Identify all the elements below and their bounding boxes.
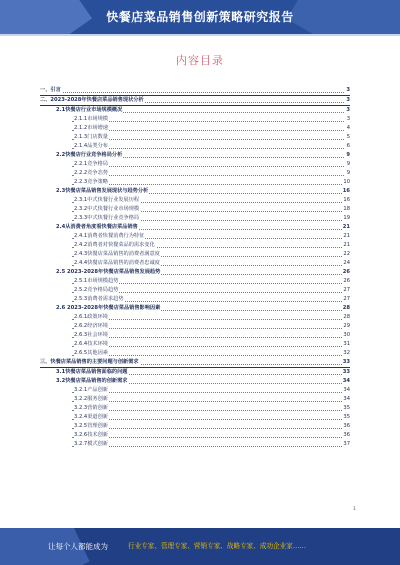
- toc-entry-label: 2.3快餐店菜品销售发展现状与趋势分析: [56, 188, 149, 194]
- toc-entry-page: 21: [343, 242, 350, 248]
- toc-entry[interactable]: [40, 214, 350, 223]
- toc-entry[interactable]: [40, 187, 350, 196]
- toc-entry[interactable]: [40, 313, 350, 322]
- toc-entry[interactable]: [40, 358, 350, 368]
- toc-entry[interactable]: [40, 259, 350, 268]
- toc-entry-page: 9: [346, 170, 350, 176]
- toc-entry-label: 2.1快餐店行业市场规模概况: [56, 107, 123, 113]
- toc-entry-page: 26: [342, 269, 350, 275]
- toc-entry-page: 30: [343, 332, 350, 338]
- toc-entry[interactable]: [40, 377, 350, 386]
- toc-entry-label: 2.4.3快餐店菜品销售的消费者满意度: [74, 251, 160, 257]
- toc-entry-label: 3.2快餐店菜品销售的创新需求: [56, 378, 128, 384]
- toc-entry[interactable]: [40, 295, 350, 304]
- footer-roles: 行业专家、管理专家、营销专家、战略专家、成功企业家……: [128, 542, 307, 550]
- toc-entry-page: 21: [343, 233, 350, 239]
- toc-entry-label: 3.2.1产品创新: [74, 387, 108, 393]
- toc-entry-page: 19: [343, 215, 350, 221]
- toc-entry[interactable]: [40, 404, 350, 413]
- toc-entry-label: 一、引言: [40, 87, 61, 93]
- toc-entry-page: 3: [346, 116, 350, 122]
- toc-entry[interactable]: [40, 115, 350, 124]
- toc-entry[interactable]: [40, 286, 350, 295]
- toc-entry-page: 36: [343, 432, 350, 438]
- toc-entry-page: 35: [343, 405, 350, 411]
- toc-title: 内容目录: [176, 54, 224, 67]
- toc-entry-label: 3.2.5管理创新: [74, 423, 108, 429]
- toc-entry-label: 三、快餐店菜品销售的主要问题与创新需求: [40, 359, 139, 365]
- toc-entry-page: 31: [343, 341, 350, 347]
- toc-entry-label: 2.1.3门店数量: [74, 134, 108, 140]
- toc-entry-page: 6: [346, 143, 350, 149]
- toc-entry[interactable]: [40, 178, 350, 187]
- toc-entry-page: 9: [346, 161, 350, 167]
- toc-leader-dots: [72, 130, 344, 131]
- toc-leader-dots: [72, 184, 344, 185]
- toc-leader-dots: [72, 401, 344, 402]
- toc-entry-label: 2.2.2竞争态势: [74, 170, 108, 176]
- toc-entry[interactable]: [40, 331, 350, 340]
- toc-entry-page: 24: [343, 260, 350, 266]
- toc-entry-label: 2.3.3中式快餐行业竞争格局: [74, 215, 140, 221]
- toc-entry-label: 2.4.2消费者对快餐菜品的需求变化: [74, 242, 155, 248]
- toc-entry[interactable]: [40, 440, 350, 449]
- toc-entry[interactable]: [40, 223, 350, 232]
- toc-entry-page: 34: [342, 378, 350, 384]
- toc-entry-label: 2.5.3消费者需求趋势: [74, 296, 124, 302]
- toc-entry-page: 28: [342, 305, 350, 311]
- toc-entry-label: 3.2.4渠道创新: [74, 414, 108, 420]
- toc-leader-dots: [72, 355, 344, 356]
- toc-entry-page: 34: [343, 387, 350, 393]
- toc-entry-page: 36: [343, 423, 350, 429]
- toc-entry[interactable]: [40, 368, 350, 377]
- toc-entry-label: 2.6.5其他因素: [74, 350, 108, 356]
- toc-entry-page: 9: [346, 152, 350, 158]
- toc-leader-dots: [72, 328, 344, 329]
- toc-entry-label: 2.5.1市场规模趋势: [74, 278, 119, 284]
- toc-leader-dots: [72, 446, 344, 447]
- toc-entry-page: 16: [342, 188, 350, 194]
- toc-entry[interactable]: [40, 232, 350, 241]
- toc-entry-page: 34: [343, 396, 350, 402]
- toc-entry-label: 2.6.4技术环境: [74, 341, 108, 347]
- toc-entry-page: 3: [346, 87, 350, 93]
- toc-entry[interactable]: [40, 250, 350, 259]
- toc-entry-label: 2.1.2市场增速: [74, 125, 108, 131]
- toc-entry-label: 2.3.1中式快餐行业发展历程: [74, 197, 140, 203]
- toc-leader-dots: [72, 139, 344, 140]
- toc-entry-page: 35: [343, 414, 350, 420]
- toc-entry-page: 37: [343, 441, 350, 447]
- toc-entry[interactable]: [40, 422, 350, 431]
- toc-leader-dots: [72, 410, 344, 411]
- toc-entry-page: 22: [343, 251, 350, 257]
- toc-entry-page: 5: [346, 134, 350, 140]
- toc-leader-dots: [72, 428, 344, 429]
- toc-entry-label: 3.2.2服务创新: [74, 396, 108, 402]
- toc-entry-label: 2.5.2竞争格局趋势: [74, 287, 119, 293]
- toc-entry-label: 3.2.3营销创新: [74, 405, 108, 411]
- toc-entry-label: 2.5 2023-2028年快餐店菜品销售发展趋势: [56, 269, 161, 275]
- toc-entry-page: 29: [343, 323, 350, 329]
- toc-entry-page: 4: [346, 125, 350, 131]
- toc-leader-dots: [72, 437, 344, 438]
- toc-leader-dots: [72, 319, 344, 320]
- toc-leader-dots: [72, 121, 344, 122]
- toc-entry-page: 32: [343, 350, 350, 356]
- toc-entry[interactable]: [40, 322, 350, 331]
- toc-entry-page: 33: [342, 359, 350, 365]
- toc-entry-label: 2.1.1市场规模: [74, 116, 108, 122]
- toc-entry-page: 27: [343, 296, 350, 302]
- toc-entry-page: 28: [343, 314, 350, 320]
- footer-slogan: 让每个人都能成为: [48, 542, 108, 551]
- toc-entry[interactable]: [40, 196, 350, 205]
- toc-leader-dots: [40, 92, 344, 93]
- toc-entry-label: 2.4.4快餐店菜品销售的消费者忠诚度: [74, 260, 160, 266]
- toc-entry[interactable]: [40, 133, 350, 142]
- toc-entry-label: 2.6.1政策环境: [74, 314, 108, 320]
- toc-entry-page: 16: [343, 197, 350, 203]
- toc-entry[interactable]: [40, 431, 350, 440]
- toc-entry[interactable]: [40, 340, 350, 349]
- toc-entry[interactable]: [40, 304, 350, 313]
- toc-leader-dots: [72, 419, 344, 420]
- toc-entry-label: 2.6.2经济环境: [74, 323, 108, 329]
- toc-entry-label: 3.2.6技术创新: [74, 432, 108, 438]
- toc-entry-page: 33: [342, 369, 350, 375]
- toc-leader-dots: [72, 337, 344, 338]
- toc-leader-dots: [72, 166, 344, 167]
- toc-entry[interactable]: [40, 96, 350, 106]
- toc-entry-label: 2.2.3竞争策略: [74, 179, 108, 185]
- toc-entry-page: 3: [346, 107, 350, 113]
- page-footer: [0, 528, 400, 565]
- toc-entry[interactable]: [40, 349, 350, 358]
- toc-entry-page: 3: [346, 97, 350, 103]
- page-number: 1: [353, 507, 356, 512]
- toc-entry-page: 27: [343, 287, 350, 293]
- toc-leader-dots: [72, 392, 344, 393]
- toc-entry[interactable]: [40, 395, 350, 404]
- toc-entry[interactable]: [40, 386, 350, 395]
- toc-entry[interactable]: [40, 124, 350, 133]
- toc-leader-dots: [72, 148, 344, 149]
- report-title: 快餐店菜品销售创新策略研究报告: [106, 10, 294, 24]
- toc-entry-label: 2.3.2中式快餐行业市场规模: [74, 206, 140, 212]
- toc-entry[interactable]: [40, 86, 350, 96]
- toc-entry[interactable]: [40, 277, 350, 286]
- toc-entry-page: 18: [343, 206, 350, 212]
- toc-entry-label: 二、2023-2028年快餐店菜品销售现状分析: [40, 97, 144, 103]
- page-header: [0, 0, 400, 34]
- toc-entry-page: 10: [343, 179, 350, 185]
- toc-entry[interactable]: [40, 169, 350, 178]
- toc-entry-page: 21: [342, 224, 350, 230]
- toc-entry[interactable]: [40, 241, 350, 250]
- toc-entry-label: 2.6 2023-2028年快餐店菜品销售影响因素: [56, 305, 161, 311]
- toc-leader-dots: [72, 175, 344, 176]
- toc-entry-label: 2.1.4品类分布: [74, 143, 108, 149]
- toc-entry-label: 3.2.7模式创新: [74, 441, 108, 447]
- toc-entry-label: 2.4从消费者角度看快餐店菜品销售: [56, 224, 138, 230]
- toc-entry[interactable]: [40, 160, 350, 169]
- toc-leader-dots: [72, 346, 344, 347]
- toc-entry[interactable]: [40, 151, 350, 160]
- toc-entry-label: 2.4.1消费者快餐消费行为特征: [74, 233, 145, 239]
- toc-entry-page: 26: [343, 278, 350, 284]
- table-of-contents: [40, 86, 350, 449]
- toc-entry-label: 2.2快餐店行业竞争格局分析: [56, 152, 123, 158]
- toc-entry-label: 2.6.3社会环境: [74, 332, 108, 338]
- header-divider: [0, 34, 400, 36]
- toc-entry-label: 2.2.1竞争格局: [74, 161, 108, 167]
- toc-entry[interactable]: [40, 413, 350, 422]
- toc-entry[interactable]: [40, 268, 350, 277]
- toc-entry-label: 3.1快餐店菜品销售面临的问题: [56, 369, 128, 375]
- toc-entry[interactable]: [40, 106, 350, 115]
- toc-entry[interactable]: [40, 142, 350, 151]
- toc-entry[interactable]: [40, 205, 350, 214]
